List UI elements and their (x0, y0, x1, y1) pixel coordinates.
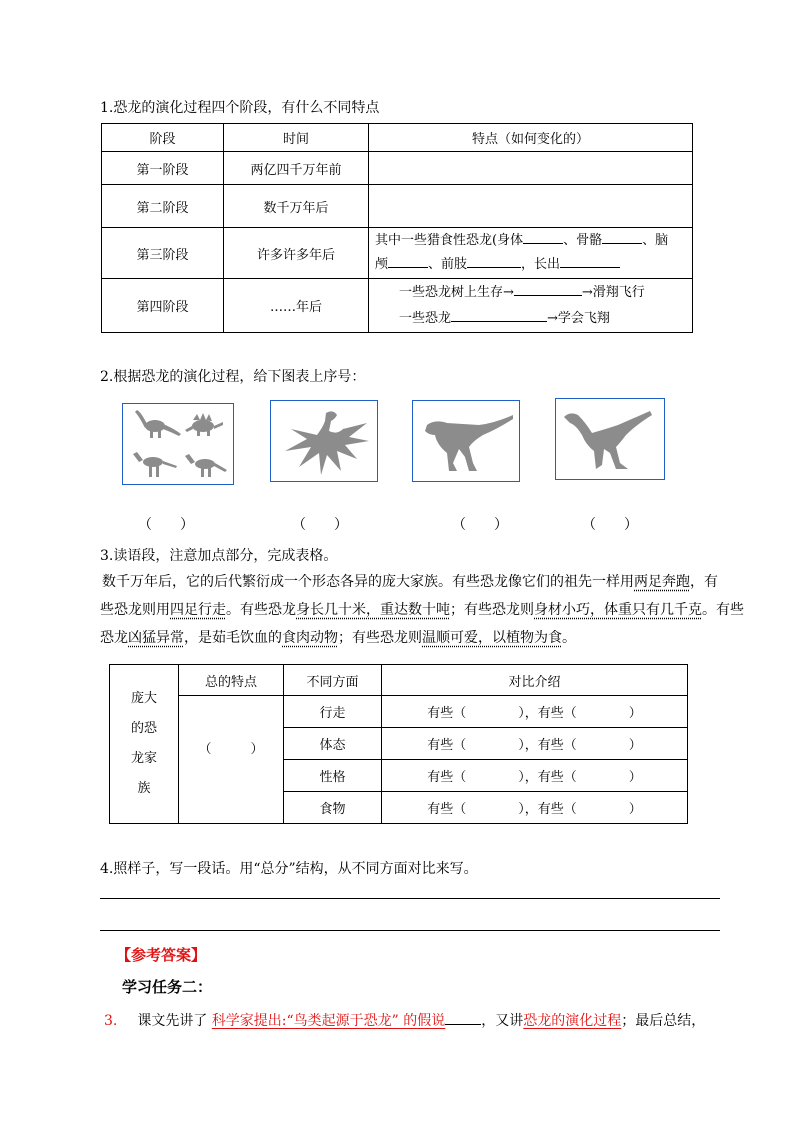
general-blank[interactable]: （ ） (179, 696, 284, 824)
compare-walk[interactable]: 有些（ ），有些（ ） (382, 696, 688, 728)
bracket-4[interactable]: （ ） (582, 517, 638, 533)
q1-header-time: 时间 (224, 124, 369, 152)
bracket-2[interactable]: （ ） (292, 517, 348, 533)
task-heading: 学习任务二： (122, 978, 213, 996)
q1-time-2: 数千万年后 (224, 185, 369, 228)
dinosaur-group-figure (122, 403, 234, 485)
q1-feature-2[interactable] (369, 185, 693, 228)
bracket-3[interactable]: （ ） (452, 517, 508, 533)
compare-food[interactable]: 有些（ ），有些（ ） (382, 792, 688, 824)
answer-line: 3. 课文先讲了 科学家提出:“鸟类起源于恐龙” 的假说 ，又讲恐龙的演化过程；最后总结， (104, 1013, 706, 1029)
q3-passage: 数千万年后，它的后代繁衍成一个形态各异的庞大家族。有些恐龙像它们的祖先一样用两足奔跑，有 些恐龙则用四足行走。有些恐龙身长几十米，重达数十吨；有些恐龙则身材小巧，体重只有几千克。有些 恐龙凶猛异常，是茹毛饮血的食肉动物；有些恐龙则温顺可爱，以植物为食。 (100, 574, 744, 646)
header-aspect: 不同方面 (284, 665, 382, 696)
q1-table (101, 123, 693, 333)
q1-feature-4[interactable]: 一些恐龙树上生存→ →滑翔飞行 一些恐龙 →学会飞翔 (369, 279, 693, 333)
q1-header-feature: 特点（如何变化的） (369, 124, 693, 152)
q1-stage-2: 第二阶段 (102, 185, 224, 228)
header-compare: 对比介绍 (382, 665, 688, 696)
compare-body[interactable]: 有些（ ），有些（ ） (382, 728, 688, 760)
q3-title: 3.读语段，注意加点部分，完成表格。 (100, 548, 338, 564)
q2-title: 2.根据恐龙的演化过程，给下图表上序号： (100, 369, 366, 385)
bird-like-dinosaur-figure (555, 398, 665, 480)
answer-line-1[interactable] (100, 898, 720, 899)
aspect-temper: 性格 (284, 760, 382, 792)
archaeopteryx-figure (270, 400, 378, 482)
q1-time-4: ……年后 (224, 279, 369, 333)
compare-temper[interactable]: 有些（ ），有些（ ） (382, 760, 688, 792)
bracket-1[interactable]: （ ） (138, 517, 194, 533)
aspect-body: 体态 (284, 728, 382, 760)
q3-table (109, 664, 688, 824)
answer-heading: 【参考答案】 (116, 946, 207, 964)
q1-stage-1: 第一阶段 (102, 152, 224, 185)
q1-title: 1.恐龙的演化过程四个阶段，有什么不同特点 (100, 100, 380, 116)
q1-stage-4: 第四阶段 (102, 279, 224, 333)
aspect-food: 食物 (284, 792, 382, 824)
q1-feature-3[interactable]: 其中一些猎食性恐龙(身体 、骨骼 、脑 颅 、前肢 ，长出 (369, 228, 693, 279)
q1-header-stage: 阶段 (102, 124, 224, 152)
q1-feature-1[interactable] (369, 152, 693, 185)
q1-time-3: 许多许多年后 (224, 228, 369, 279)
header-general: 总的特点 (179, 665, 284, 696)
q1-time-1: 两亿四千万年前 (224, 152, 369, 185)
answer-line-2[interactable] (100, 930, 720, 931)
aspect-walk: 行走 (284, 696, 382, 728)
small-theropod-figure (412, 400, 520, 482)
q1-stage-3: 第三阶段 (102, 228, 224, 279)
family-cell: 庞大 的恐 龙家 族 (110, 665, 179, 824)
q4-title: 4.照样子，写一段话。用“总分”结构，从不同方面对比来写。 (100, 861, 478, 877)
